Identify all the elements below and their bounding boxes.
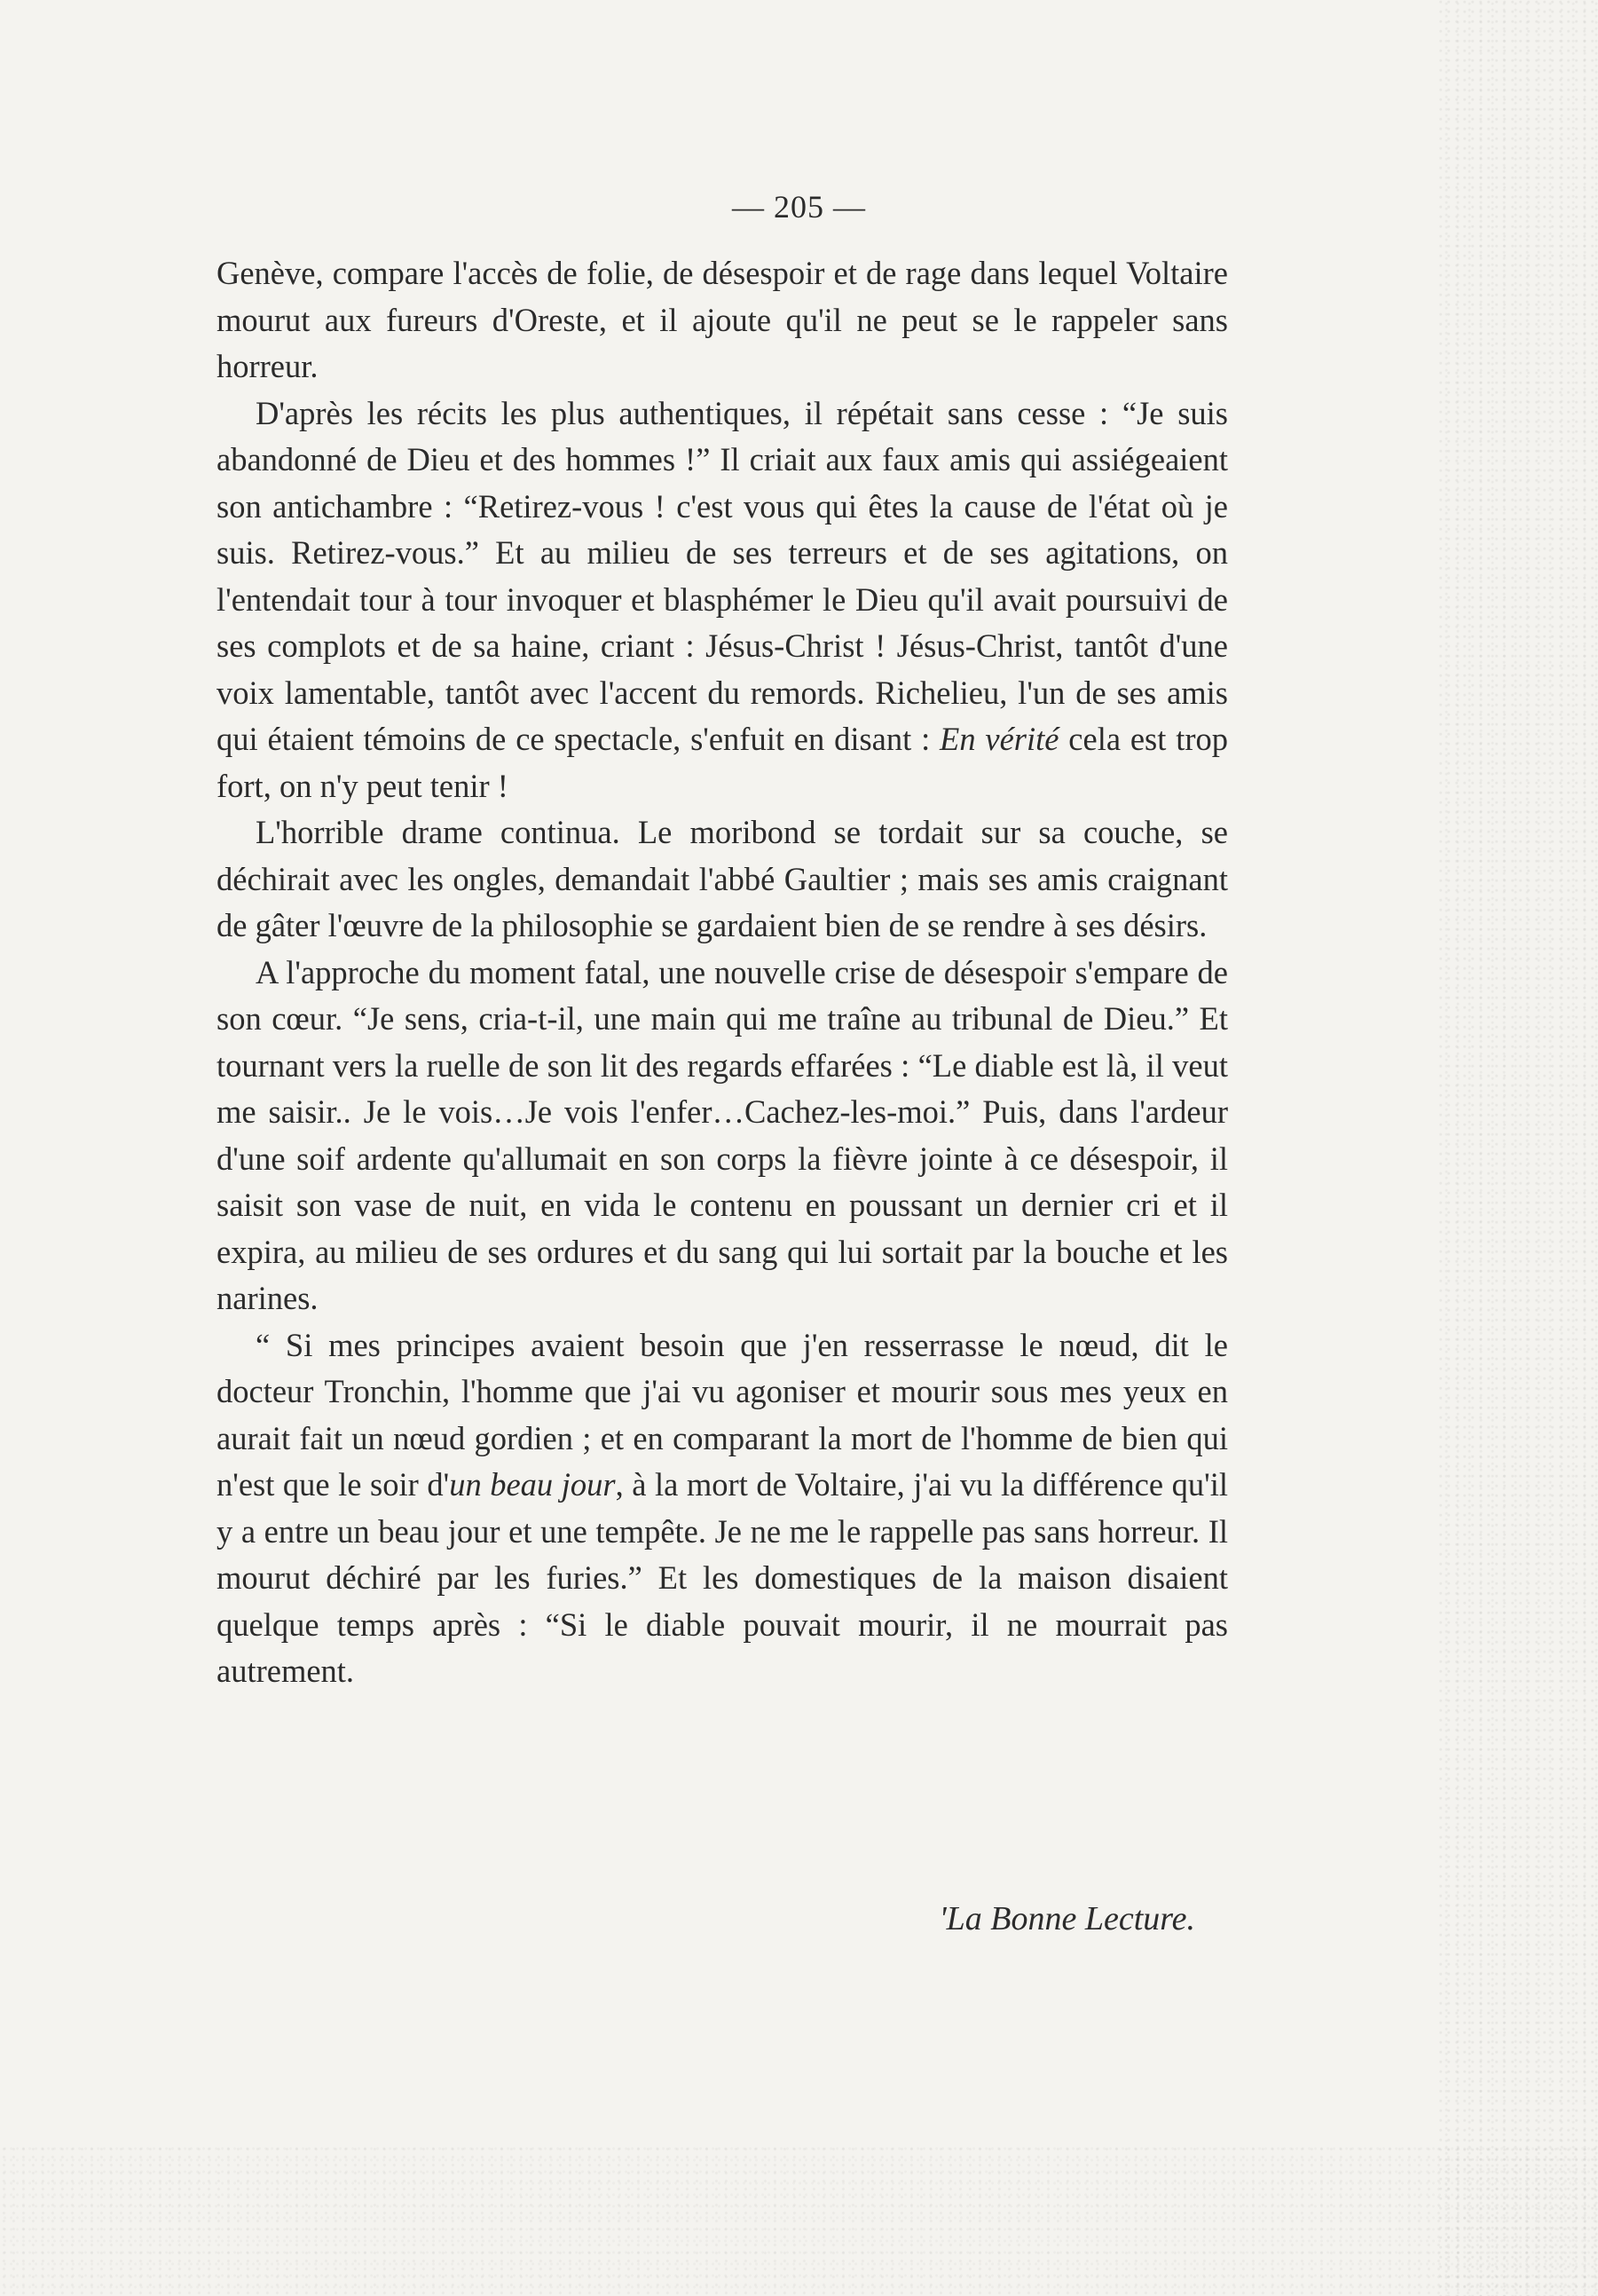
paragraph-5-part-2: , à la mort de Voltaire, j'ai vu la différence qu'il y a entre un beau jour et une tempête. Je ne me le rappelle pas sans horreur. Il mourut déchiré par les furies.” Et les domestiques de la maison disaient quelque temps après : “Si le diable pouvait mourir, il ne mourrait pas autrement. (216, 1466, 1228, 1689)
paragraph-5 (216, 1322, 1228, 1695)
paragraph-5-italic: un beau jour (449, 1466, 616, 1503)
paragraph-1: Genève, compare l'accès de folie, de désespoir et de rage dans lequel Voltaire mourut aux fureurs d'Oreste, et il ajoute qu'il ne peut se le rappeler sans horreur. (216, 255, 1228, 384)
paragraph-2-italic: En vérité (940, 721, 1059, 757)
paragraph-3: L'horrible drame continua. Le moribond se tordait sur sa couche, se déchirait avec les ongles, demandait l'abbé Gaultier ; mais ses amis craignant de gâter l'œuvre de la philosophie se gardaient bien de se rendre à ses désirs. (216, 814, 1228, 943)
signature: 'La Bonne Lecture. (939, 1900, 1195, 1937)
paragraph-4: A l'approche du moment fatal, une nouvelle crise de désespoir s'empare de son cœur. “Je sens, cria-t-il, une main qui me traîne au tribunal de Dieu.” Et tournant vers la ruelle de son lit des regards effarées : “Le diable est là, il veut me saisir.. Je le vois…Je vois l'enfer…Cachez-les-moi.” Puis, dans l'ardeur d'une soif ardente qu'allumait en son corps la fièvre jointe à ce désespoir, il saisit son vase de nuit, en vida le contenu en poussant un dernier cri et il expira, au milieu de ses ordures et du sang qui lui sortait par la bouche et les narines. (216, 953, 1228, 1316)
page-noise-right (1438, 0, 1598, 2296)
paragraph-5-part-1: “ Si mes principes avaient besoin que j'en resserrasse le nœud, dit le docteur Tronchin, l'homme que j'ai vu agoniser et mourir sous mes yeux en aurait fait un nœud gordien ; et en comparant la mort de l'homme de bien qui n'est que le soir d' (216, 1326, 1228, 1503)
page-noise-bottom (0, 2145, 1598, 2296)
body-text (216, 250, 1228, 1695)
paragraph-2: D'après les récits les plus authentiques, il répétait sans cesse : “Je suis abandonné de Dieu et des hommes !” Il criait aux faux amis qui assiégeaient son antichambre : “Retirez-vous ! c'est vous qui êtes la cause de l'état où je suis. Retirez-vous.” Et au milieu de ses terreurs et de ses agitations, on l'entendait tour à tour invoquer et blasphémer le Dieu qu'il avait poursuivi de ses complots et de sa haine, criant : Jésus-Christ ! Jésus-Christ, tantôt d'une voix lamentable, tantôt avec l'accent du remords. Richelieu, l'un de ses amis qui étaient témoins de ce spectacle, s'enfuit en disant : En vérité cela est trop fort, on n'y peut tenir ! (216, 394, 1229, 804)
page-number: — 205 — (732, 189, 866, 225)
